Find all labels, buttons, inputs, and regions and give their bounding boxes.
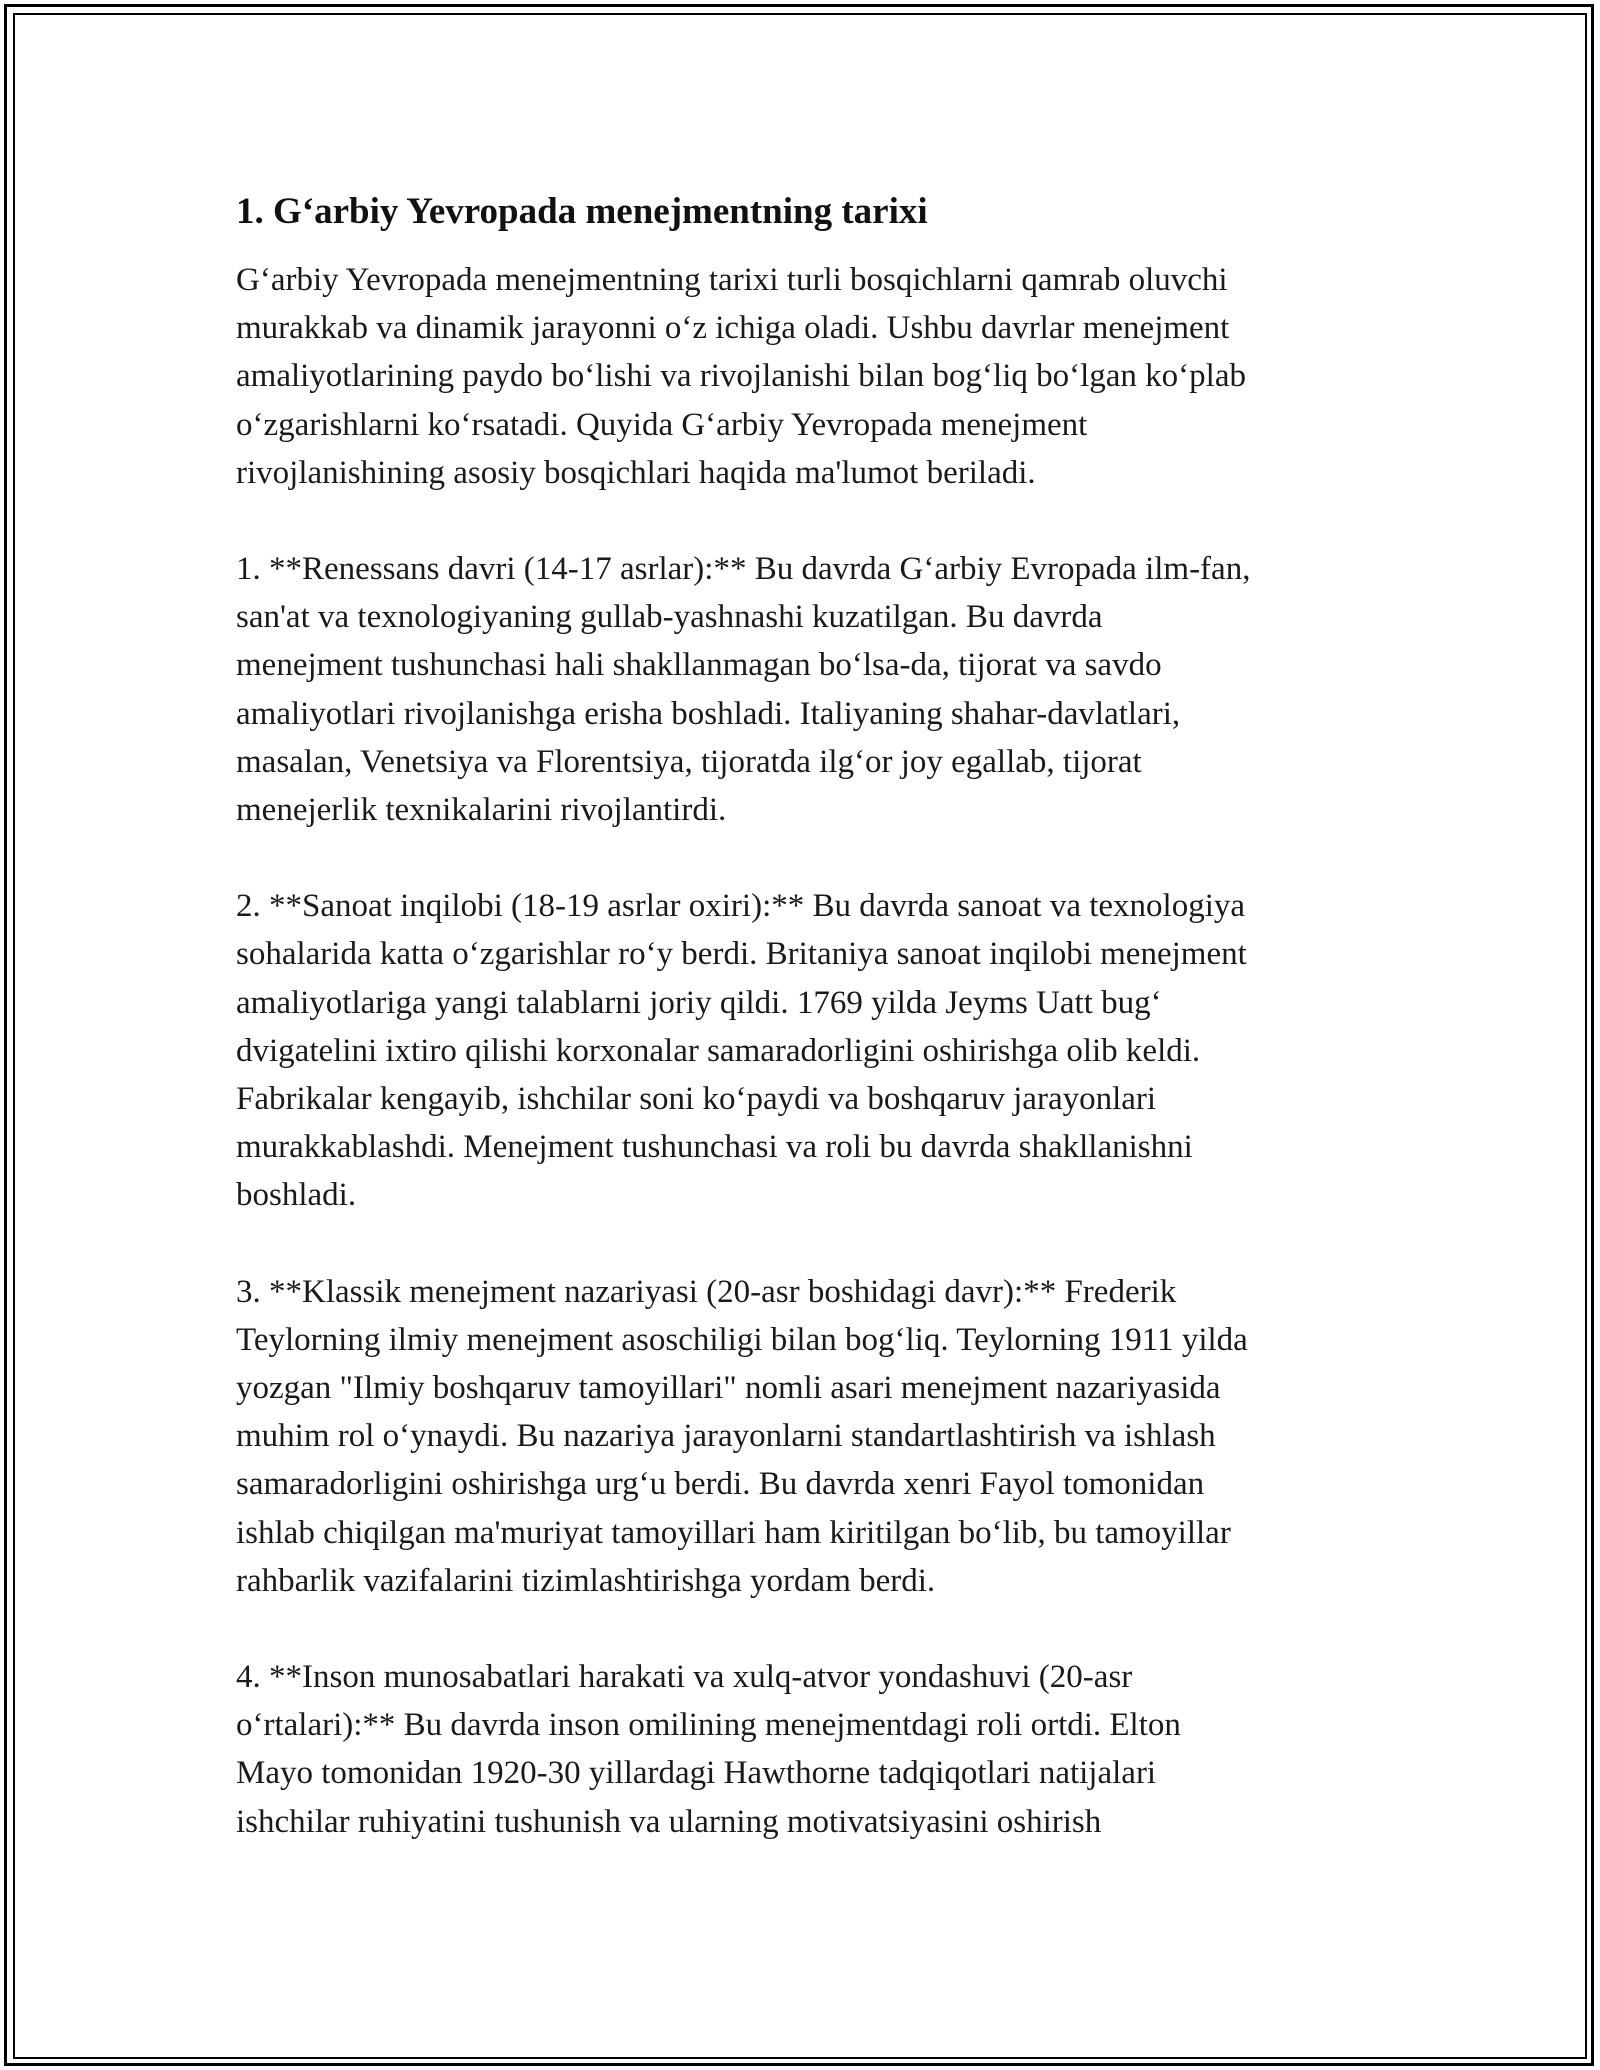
paragraph-classical-theory [236, 1268, 1396, 1605]
paragraph-line: muhim rol o‘ynaydi. Bu nazariya jarayonlarni standartlashtirish va ishlash [236, 1418, 1216, 1455]
paragraph-line: murakkablashdi. Menejment tushunchasi va roli bu davrda shakllanishni [236, 1129, 1193, 1166]
section-heading: 1. G‘arbiy Yevropada menejmentning tarixi [236, 191, 928, 232]
paragraph-line: yozgan "Ilmiy boshqaruv tamoyillari" nomli asari menejment nazariyasida [236, 1370, 1221, 1407]
paragraph-line: o‘rtalari):** Bu davrda inson omilining menejmentdagi roli ortdi. Elton [236, 1707, 1181, 1744]
paragraph-line: 1. **Renessans davri (14-17 asrlar):** Bu davrda G‘arbiy Evropada ilm-fan, [236, 551, 1251, 588]
paragraph-renaissance [236, 545, 1396, 834]
paragraph-line: ishchilar ruhiyatini tushunish va ularning motivatsiyasini oshirish [236, 1803, 1102, 1840]
paragraph-line: rivojlanishining asosiy bosqichlari haqida ma'lumot beriladi. [236, 454, 1036, 491]
paragraph-line: menejerlik texnikalarini rivojlantirdi. [236, 792, 727, 829]
paragraph-line: dvigatelini ixtiro qilishi korxonalar samaradorligini oshirishga olib keldi. [236, 1032, 1201, 1069]
paragraph-line: menejment tushunchasi hali shakllanmagan bo‘lsa-da, tijorat va savdo [236, 647, 1162, 684]
paragraph-line: Fabrikalar kengayib, ishchilar soni ko‘paydi va boshqaruv jarayonlari [236, 1081, 1157, 1118]
paragraph-line: Mayo tomonidan 1920-30 yillardagi Hawthorne tadqiqotlari natijalari [236, 1755, 1157, 1792]
paragraph-line: samaradorligini oshirishga urg‘u berdi. Bu davrda xenri Fayol tomonidan [236, 1466, 1205, 1503]
paragraph-line: murakkab va dinamik jarayonni o‘z ichiga oladi. Ushbu davrlar menejment [236, 310, 1230, 347]
paragraph-industrial-revolution [236, 882, 1396, 1219]
paragraph-line: 4. **Inson munosabatlari harakati va xulq-atvor yondashuvi (20-asr [236, 1659, 1133, 1696]
paragraph-intro [236, 256, 1396, 497]
paragraph-line: G‘arbiy Yevropada menejmentning tarixi turli bosqichlarni qamrab oluvchi [236, 262, 1228, 298]
paragraph-line: amaliyotlariga yangi talablarni joriy qildi. 1769 yilda Jeyms Uatt bug‘ [236, 984, 1162, 1021]
paragraph-line: Teylorning ilmiy menejment asoschiligi bilan bog‘liq. Teylorning 1911 yilda [236, 1321, 1248, 1358]
paragraph-human-relations [236, 1653, 1396, 1846]
paragraph-line: masalan, Venetsiya va Florentsiya, tijoratda ilg‘or joy egallab, tijorat [236, 743, 1142, 780]
paragraph-line: san'at va texnologiyaning gullab-yashnashi kuzatilgan. Bu davrda [236, 599, 1103, 636]
paragraph-line: 3. **Klassik menejment nazariyasi (20-asr boshidagi davr):** Frederik [236, 1273, 1177, 1310]
paragraph-line: ishlab chiqilgan ma'muriyat tamoyillari ham kiritilgan bo‘lib, bu tamoyillar [236, 1514, 1231, 1551]
paragraph-line: boshladi. [236, 1177, 357, 1214]
paragraph-line: o‘zgarishlarni ko‘rsatadi. Quyida G‘arbiy Yevropada menejment [236, 406, 1088, 443]
paragraph-line: rahbarlik vazifalarini tizimlashtirishga yordam berdi. [236, 1562, 936, 1599]
paragraph-line: amaliyotlarining paydo bo‘lishi va rivojlanishi bilan bog‘liq bo‘lgan ko‘plab [236, 358, 1246, 395]
document-body [236, 186, 1396, 1894]
paragraph-line: 2. **Sanoat inqilobi (18-19 asrlar oxiri):** Bu davrda sanoat va texnologiya [236, 888, 1246, 925]
paragraph-line: sohalarida katta o‘zgarishlar ro‘y berdi. Britaniya sanoat inqilobi menejment [236, 936, 1247, 973]
paragraph-line: amaliyotlari rivojlanishga erisha boshladi. Italiyaning shahar-davlatlari, [236, 695, 1181, 732]
